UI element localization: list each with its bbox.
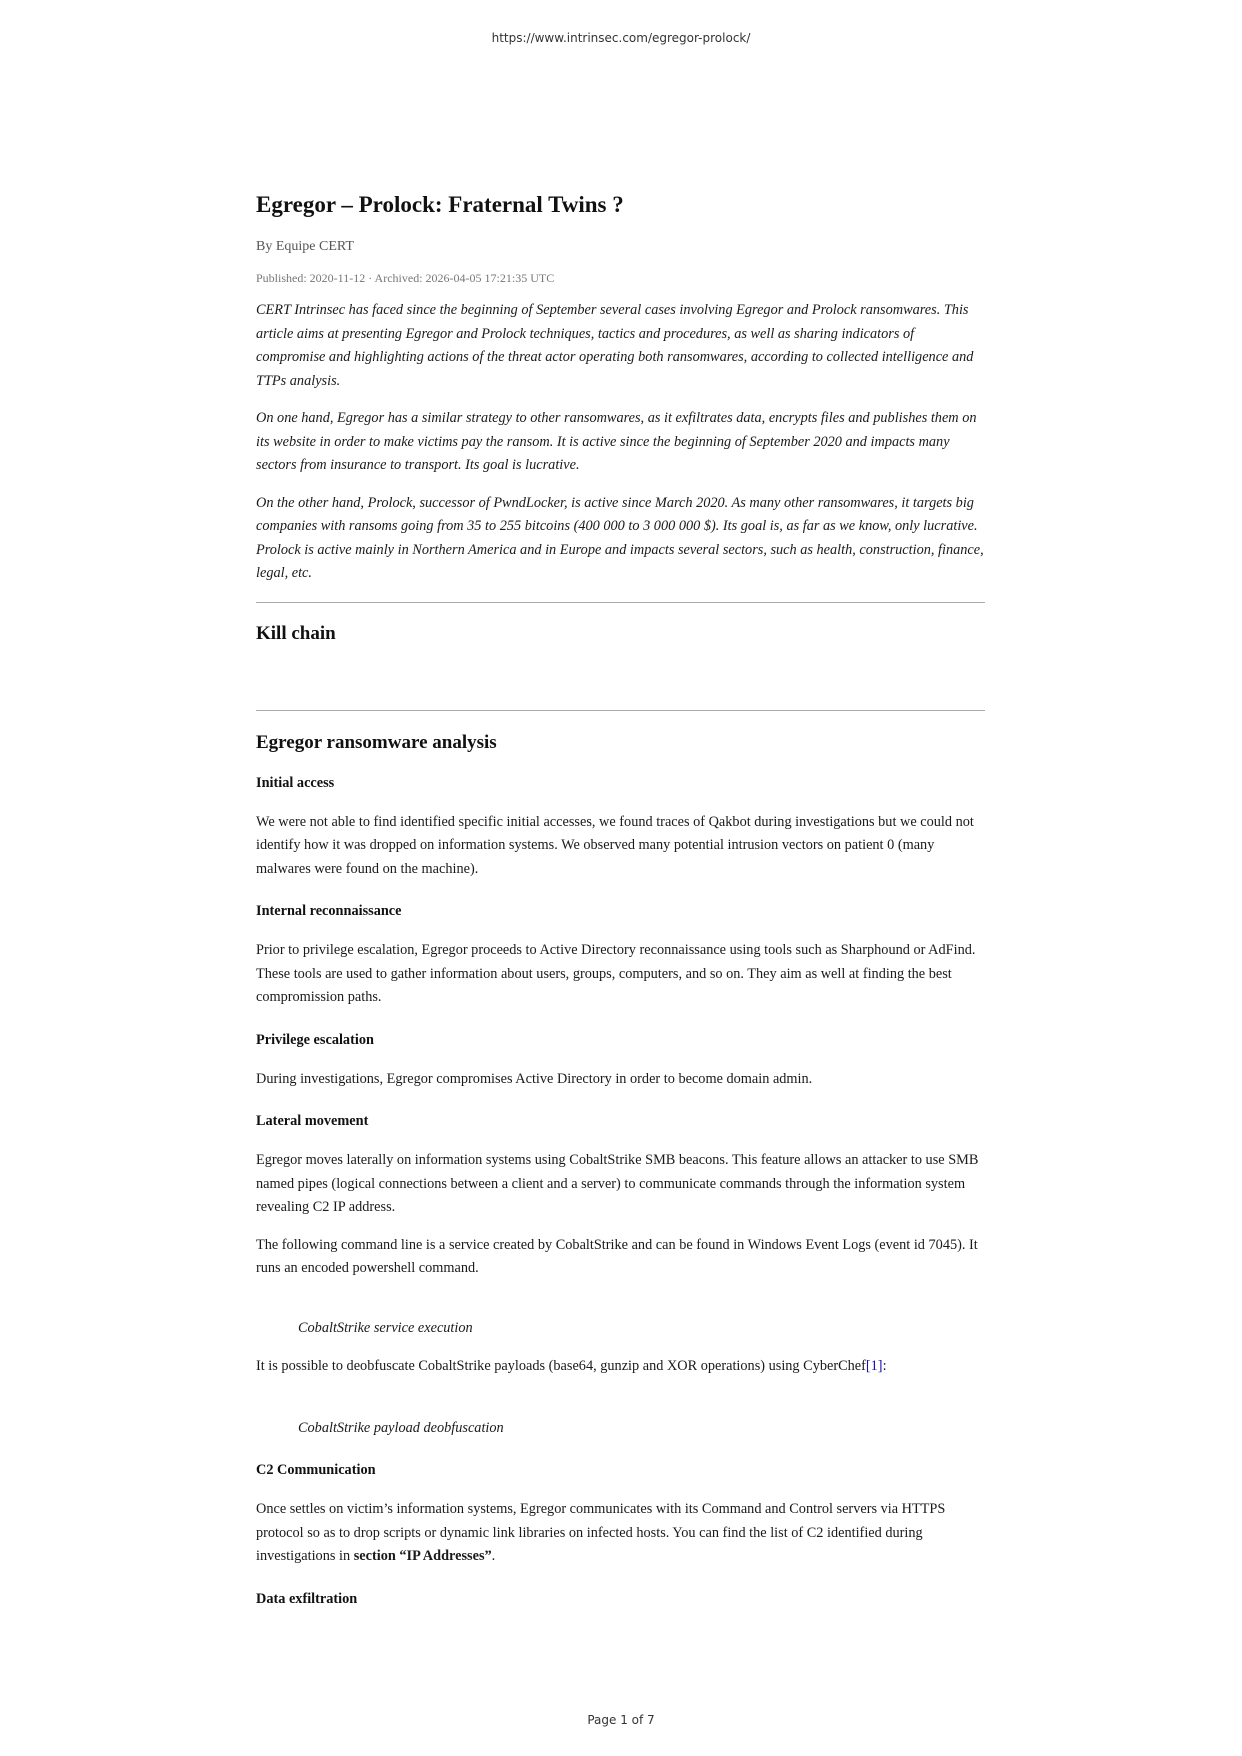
c2-text-end: .: [491, 1548, 496, 1564]
page-url: https://www.intrinsec.com/egregor-prolock/: [491, 31, 751, 45]
privesc-text: During investigations, Egregor compromises Active Directory in order to become domain admin.: [256, 1070, 813, 1087]
figure-caption: CobaltStrike payload deobfuscation: [298, 1419, 504, 1436]
publish-meta: Published: 2020-11-12 · Archived: 2026-04-05 17:21:35 UTC: [256, 271, 555, 285]
initial-access-heading: Initial access: [256, 774, 335, 791]
deobfuscate-text-body: It is possible to deobfuscate CobaltStrike payloads (base64, gunzip and XOR operations) using CyberChef: [256, 1358, 866, 1374]
divider: [256, 710, 985, 711]
c2-section-ref: section “IP Addresses”: [353, 1548, 492, 1564]
figure-caption: CobaltStrike service execution: [298, 1319, 473, 1336]
c2-text: [256, 1498, 985, 1569]
c2-text-body: Once settles on victim’s information systems, Egregor communicates with its Command and Control servers via HTTPS protocol so as to drop scripts or dynamic link libraries on infected hosts. You can find the list of C2 identified during investigations in: [256, 1501, 946, 1564]
intro: [256, 299, 985, 586]
recon-heading: Internal reconnaissance: [256, 903, 402, 919]
initial-access-text: We were not able to find identified specific initial accesses, we found traces of Qakbot during investigations but we could not identify how it was dropped on information systems. We observed many potential intrusion vectors on patient 0 (many malwares were found on the machine).: [256, 813, 974, 877]
c2-heading: C2 Communication: [256, 1462, 376, 1478]
analysis-heading: Egregor ransomware analysis: [256, 731, 497, 753]
byline: By Equipe CERT: [256, 239, 354, 254]
divider: [256, 602, 985, 603]
footnote-link[interactable]: [1]: [865, 1358, 883, 1374]
deobfuscate-text: [256, 1355, 985, 1379]
intro-paragraph: On one hand, Egregor has a similar strategy to other ransomwares, as it exfiltrates data, encrypts files and publishes them on its website in order to make victims pay the ransom. It is active since the beginning of September 2020 and impacts many sectors from insurance to transport. Its goal is lucrative.: [256, 410, 977, 473]
lateral-heading: Lateral movement: [256, 1113, 369, 1129]
article-title: Egregor – Prolock: Fraternal Twins ?: [256, 192, 624, 217]
intro-paragraph: On the other hand, Prolock, successor of PwndLocker, is active since March 2020. As many other ransomwares, it targets big companies with ransoms going from 35 to 255 bitcoins (400 000 to 3 000 000 $). Its goal is, as far as we know, only lucrative. Prolock is active mainly in Northern America and in Europe and impacts several sectors, such as health, construction, finance, legal, etc.: [256, 494, 984, 581]
exfil-heading: Data exfiltration: [256, 1590, 358, 1607]
intro-paragraph: CERT Intrinsec has faced since the beginning of September several cases involving Egregor and Prolock ransomwares. This article aims at presenting Egregor and Prolock techniques, tactics and procedures, as well as sharing indicators of compromise and highlighting actions of the threat actor operating both ransomwares, according to collected intelligence and TTPs analysis.: [256, 302, 974, 389]
deobfuscate-text-end: :: [882, 1358, 887, 1374]
privesc-heading: Privilege escalation: [256, 1031, 374, 1048]
kill-chain-heading: Kill chain: [256, 622, 336, 644]
lateral-text: The following command line is a service created by CobaltStrike and can be found in Windows Event Logs (event id 7045). It runs an encoded powershell command.: [256, 1236, 978, 1276]
page-number: Page 1 of 7: [587, 1713, 655, 1727]
lateral-text: Egregor moves laterally on information systems using CobaltStrike SMB beacons. This feature allows an attacker to use SMB named pipes (logical connections between a client and a server) to communicate commands through the information system revealing C2 IP address.: [256, 1152, 979, 1215]
article: [256, 188, 985, 1610]
recon-text: Prior to privilege escalation, Egregor proceeds to Active Directory reconnaissance using tools such as Sharphound or AdFind. These tools are used to gather information about users, groups, computers, and so on. They aim as well at finding the best compromission paths.: [256, 942, 976, 1005]
